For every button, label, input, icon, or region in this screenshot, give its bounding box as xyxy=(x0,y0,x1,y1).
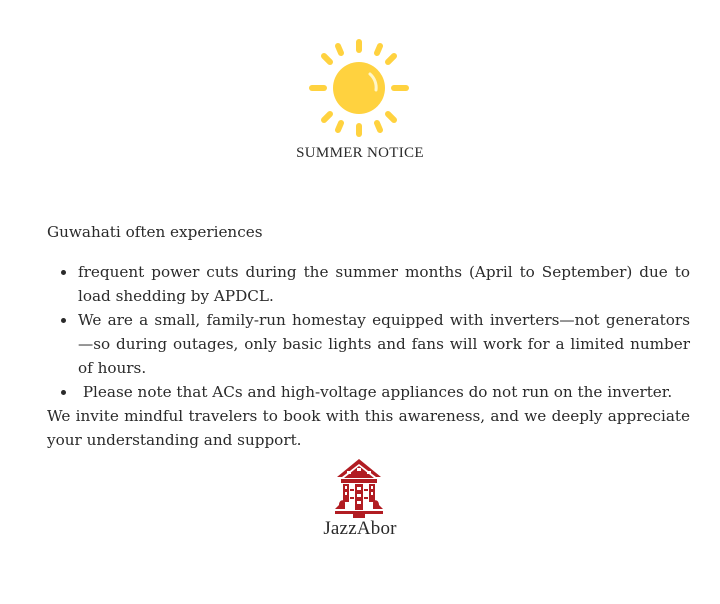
notice-title: SUMMER NOTICE xyxy=(296,145,424,161)
list-item: Please note that ACs and high-voltage appliances do not run on the inverter. xyxy=(78,380,690,404)
list-item: We are a small, family-run homestay equipped with inverters—not generators—so during outages, only basic lights and fans will work for a limited number of hours. xyxy=(78,308,690,380)
house-motif-logo-icon xyxy=(329,457,389,519)
brand-name: JazzAbor xyxy=(323,518,397,539)
notice-body xyxy=(47,220,690,452)
notice-closing: We invite mindful travelers to book with this awareness, and we deeply appreciate your understanding and support. xyxy=(47,407,690,449)
sun-icon xyxy=(304,38,414,138)
notice-intro: Guwahati often experiences xyxy=(47,223,263,241)
list-item: frequent power cuts during the summer months (April to September) due to load shedding by APDCL. xyxy=(78,260,690,308)
notice-bullet-list xyxy=(47,260,690,404)
